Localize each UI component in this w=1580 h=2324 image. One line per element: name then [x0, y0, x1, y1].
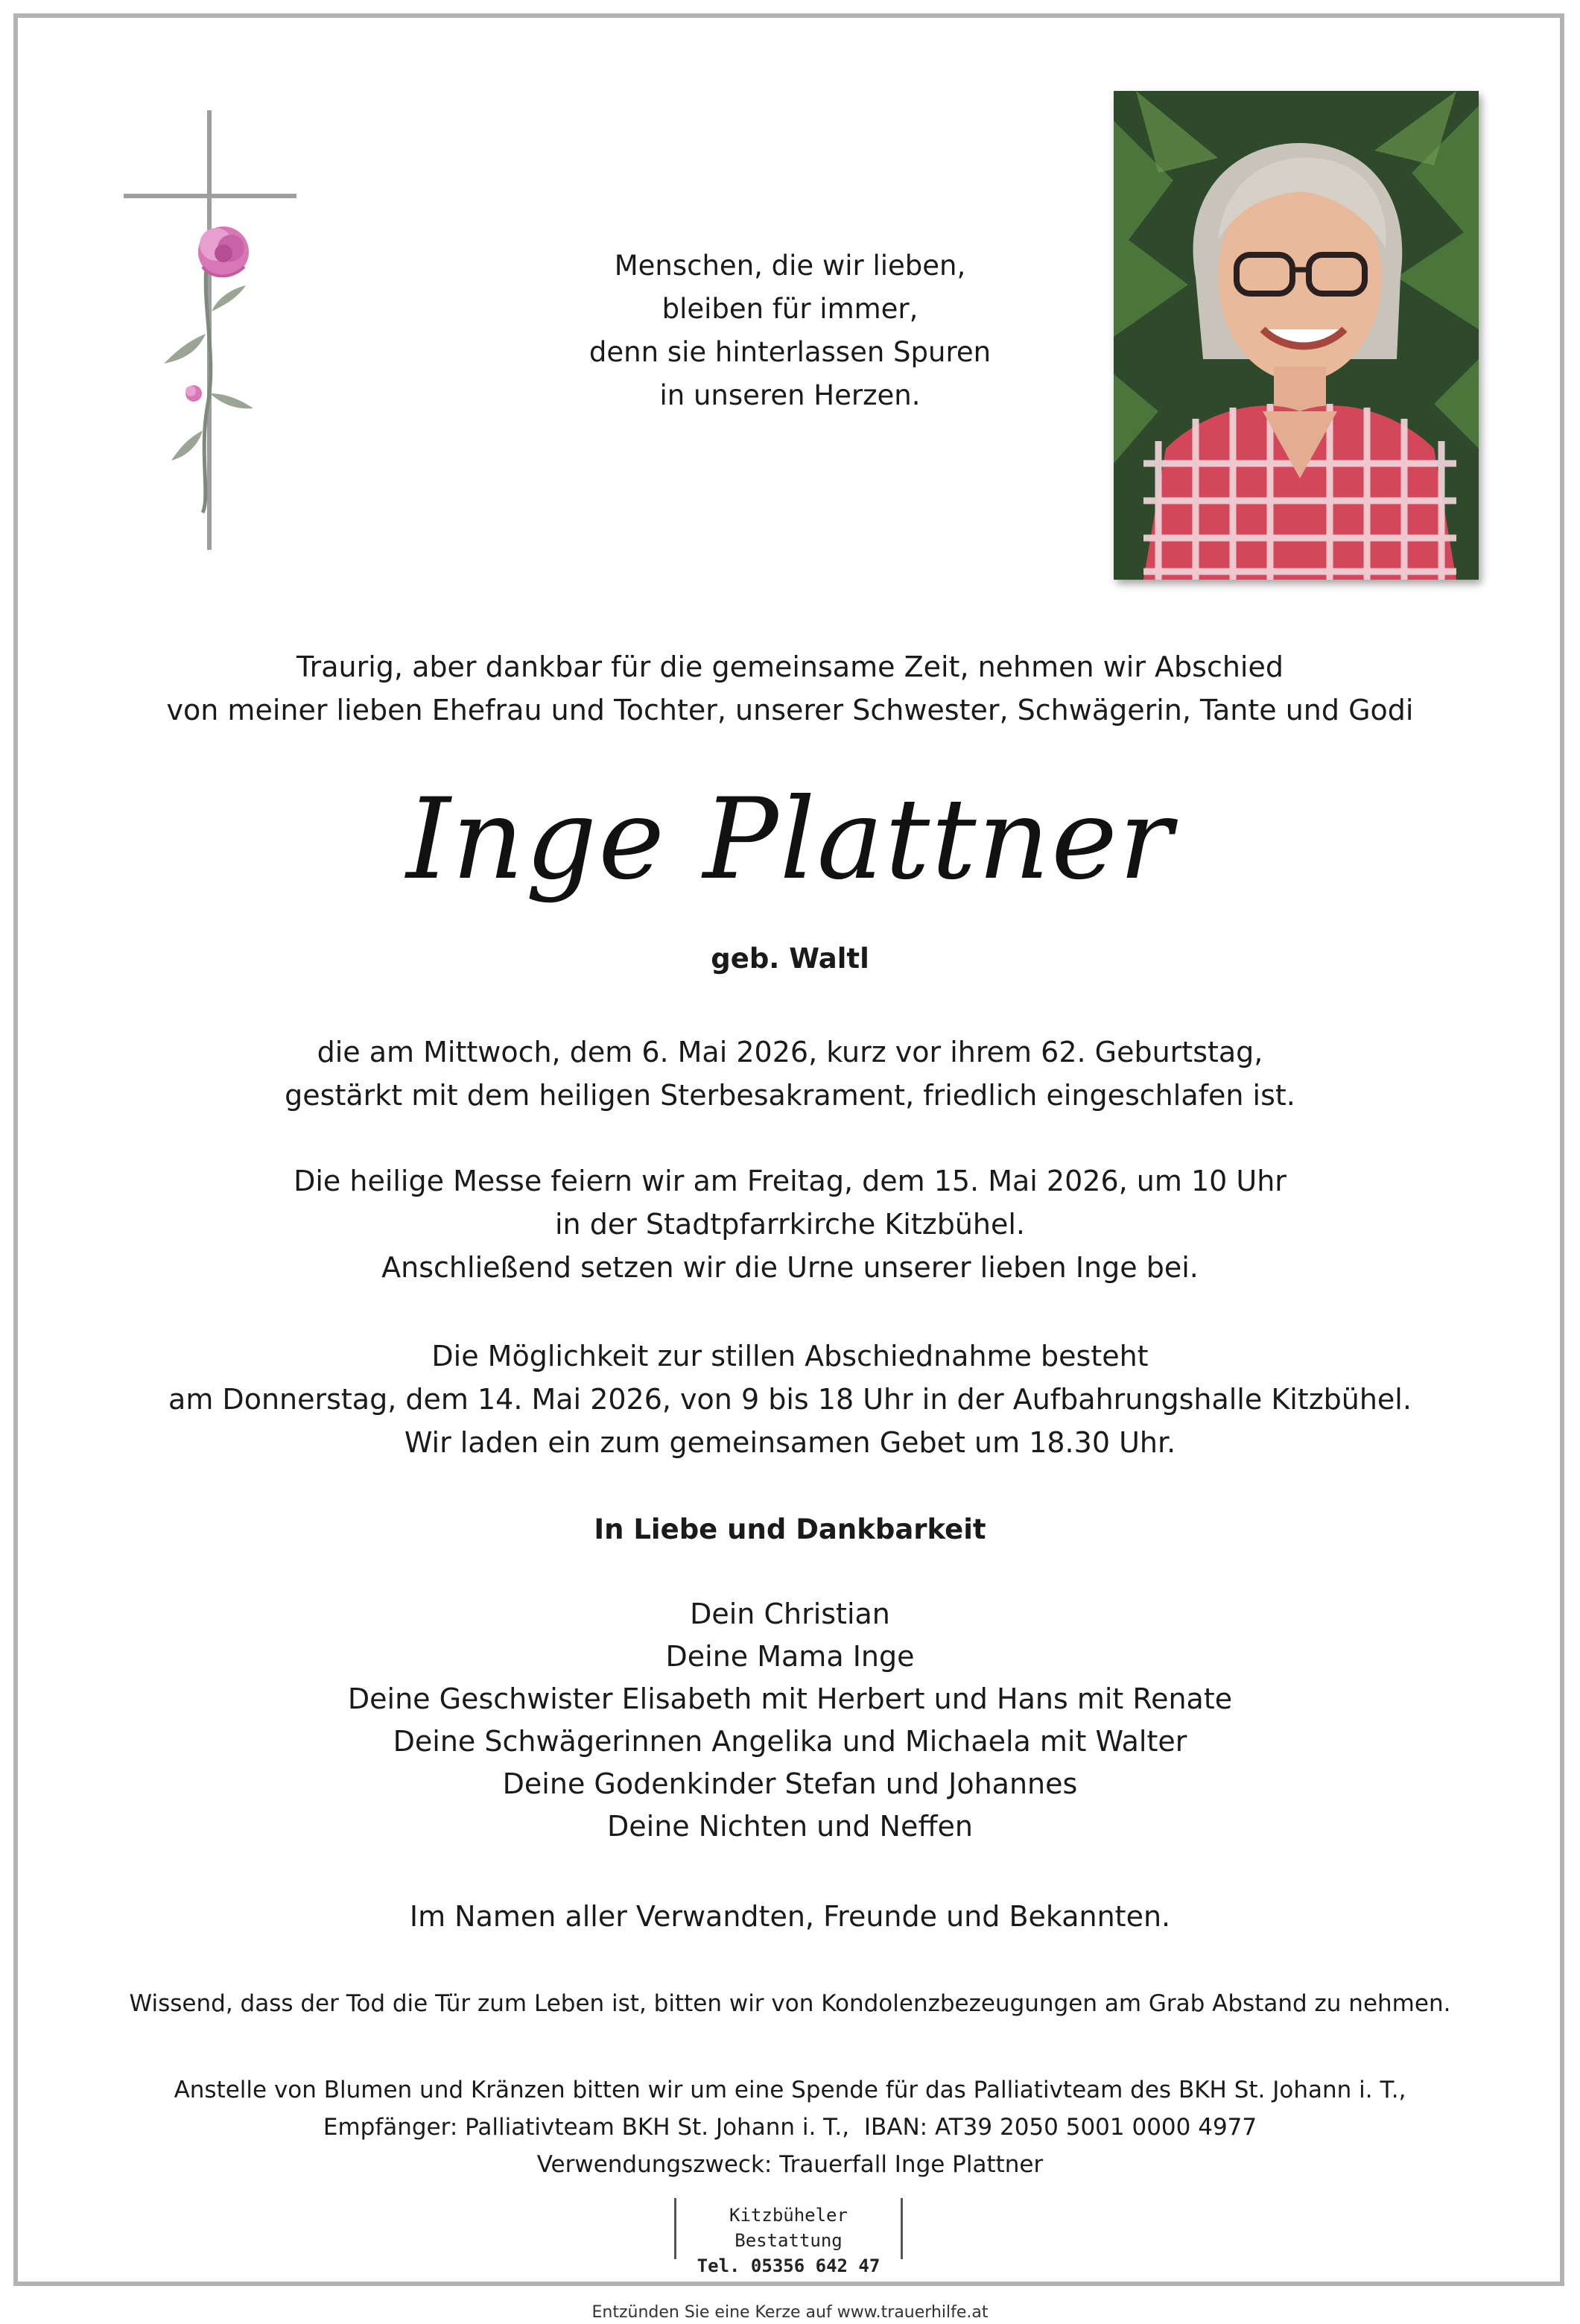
mourner-item: Deine Geschwister Elisabeth mit Herbert und Hans mit Renate: [347, 1682, 1233, 1715]
farewell-info: [0, 1334, 1580, 1464]
maiden-name: geb. Waltl: [711, 943, 869, 975]
intro-line: von meiner lieben Ehefrau und Tochter, unserer Schwester, Schwägerin, Tante und Godi: [166, 694, 1414, 726]
death-notice-line: die am Mittwoch, dem 6. Mai 2026, kurz vor ihrem 62. Geburtstag,: [317, 1036, 1263, 1068]
farewell-line: Wir laden ein zum gemeinsamen Gebet um 18.30 Uhr.: [404, 1426, 1176, 1459]
poem-line: Menschen, die wir lieben,: [614, 250, 966, 282]
donation-info: [0, 2071, 1580, 2183]
death-notice-line: gestärkt mit dem heiligen Sterbesakrament, friedlich eingeschlafen ist.: [285, 1079, 1295, 1112]
donation-line: Anstelle von Blumen und Kränzen bitten wir um eine Spende für das Palliativteam des BKH St. Johann i. T.,: [174, 2077, 1406, 2103]
undertaker-logo: [674, 2198, 903, 2276]
on-behalf-line: Im Namen aller Verwandten, Freunde und Bekannten.: [409, 1900, 1171, 1933]
poem-line: in unseren Herzen.: [659, 379, 921, 411]
intro: [0, 645, 1580, 732]
mourner-item: Deine Schwägerinnen Angelika und Michaela mit Walter: [393, 1725, 1187, 1758]
closing-phrase: In Liebe und Dankbarkeit: [594, 1513, 986, 1545]
donation-line: Verwendungszweck: Trauerfall Inge Plattner: [536, 2151, 1044, 2178]
mourner-item: Deine Mama Inge: [665, 1640, 915, 1673]
death-notice: [0, 1030, 1580, 1117]
poem-line: denn sie hinterlassen Spuren: [588, 336, 992, 368]
portrait-photo: [1114, 91, 1479, 580]
donation-line: Empfänger: Palliativteam BKH St. Johann i. T., IBAN: AT39 2050 5001 0000 4977: [323, 2114, 1257, 2141]
farewell-line: am Donnerstag, dem 14. Mai 2026, von 9 bis 18 Uhr in der Aufbahrungshalle Kitzbühel.: [168, 1383, 1412, 1416]
poem-line: bleiben für immer,: [661, 293, 919, 325]
deceased-name: Inge Plattner: [406, 775, 1174, 905]
condolence-note: Wissend, dass der Tod die Tür zum Leben ist, bitten wir von Kondolenzbezeugungen am Grab Abstand zu nehmen.: [129, 1990, 1451, 2017]
mourner-item: Dein Christian: [690, 1598, 890, 1630]
mourner-item: Deine Nichten und Neffen: [607, 1810, 973, 1843]
mass-line: in der Stadtpfarrkirche Kitzbühel.: [554, 1208, 1026, 1241]
mourner-item: Deine Godenkinder Stefan und Johannes: [502, 1767, 1078, 1800]
intro-line: Traurig, aber dankbar für die gemeinsame Zeit, nehmen wir Abschied: [296, 650, 1284, 683]
farewell-line: Die Möglichkeit zur stillen Abschiednahme besteht: [431, 1340, 1149, 1372]
mass-info: [0, 1159, 1580, 1289]
mourners-list: [0, 1593, 1580, 1848]
undertaker-name: Kitzbüheler Bestattung: [729, 2205, 848, 2251]
mass-line: Die heilige Messe feiern wir am Freitag, dem 15. Mai 2026, um 10 Uhr: [294, 1165, 1286, 1197]
undertaker-phone: Tel. 05356 642 47: [697, 2255, 881, 2276]
footer-link[interactable]: Entzünden Sie eine Kerze auf www.trauerhilfe.at: [591, 2303, 989, 2322]
mass-line: Anschließend setzen wir die Urne unserer lieben Inge bei.: [381, 1251, 1199, 1284]
